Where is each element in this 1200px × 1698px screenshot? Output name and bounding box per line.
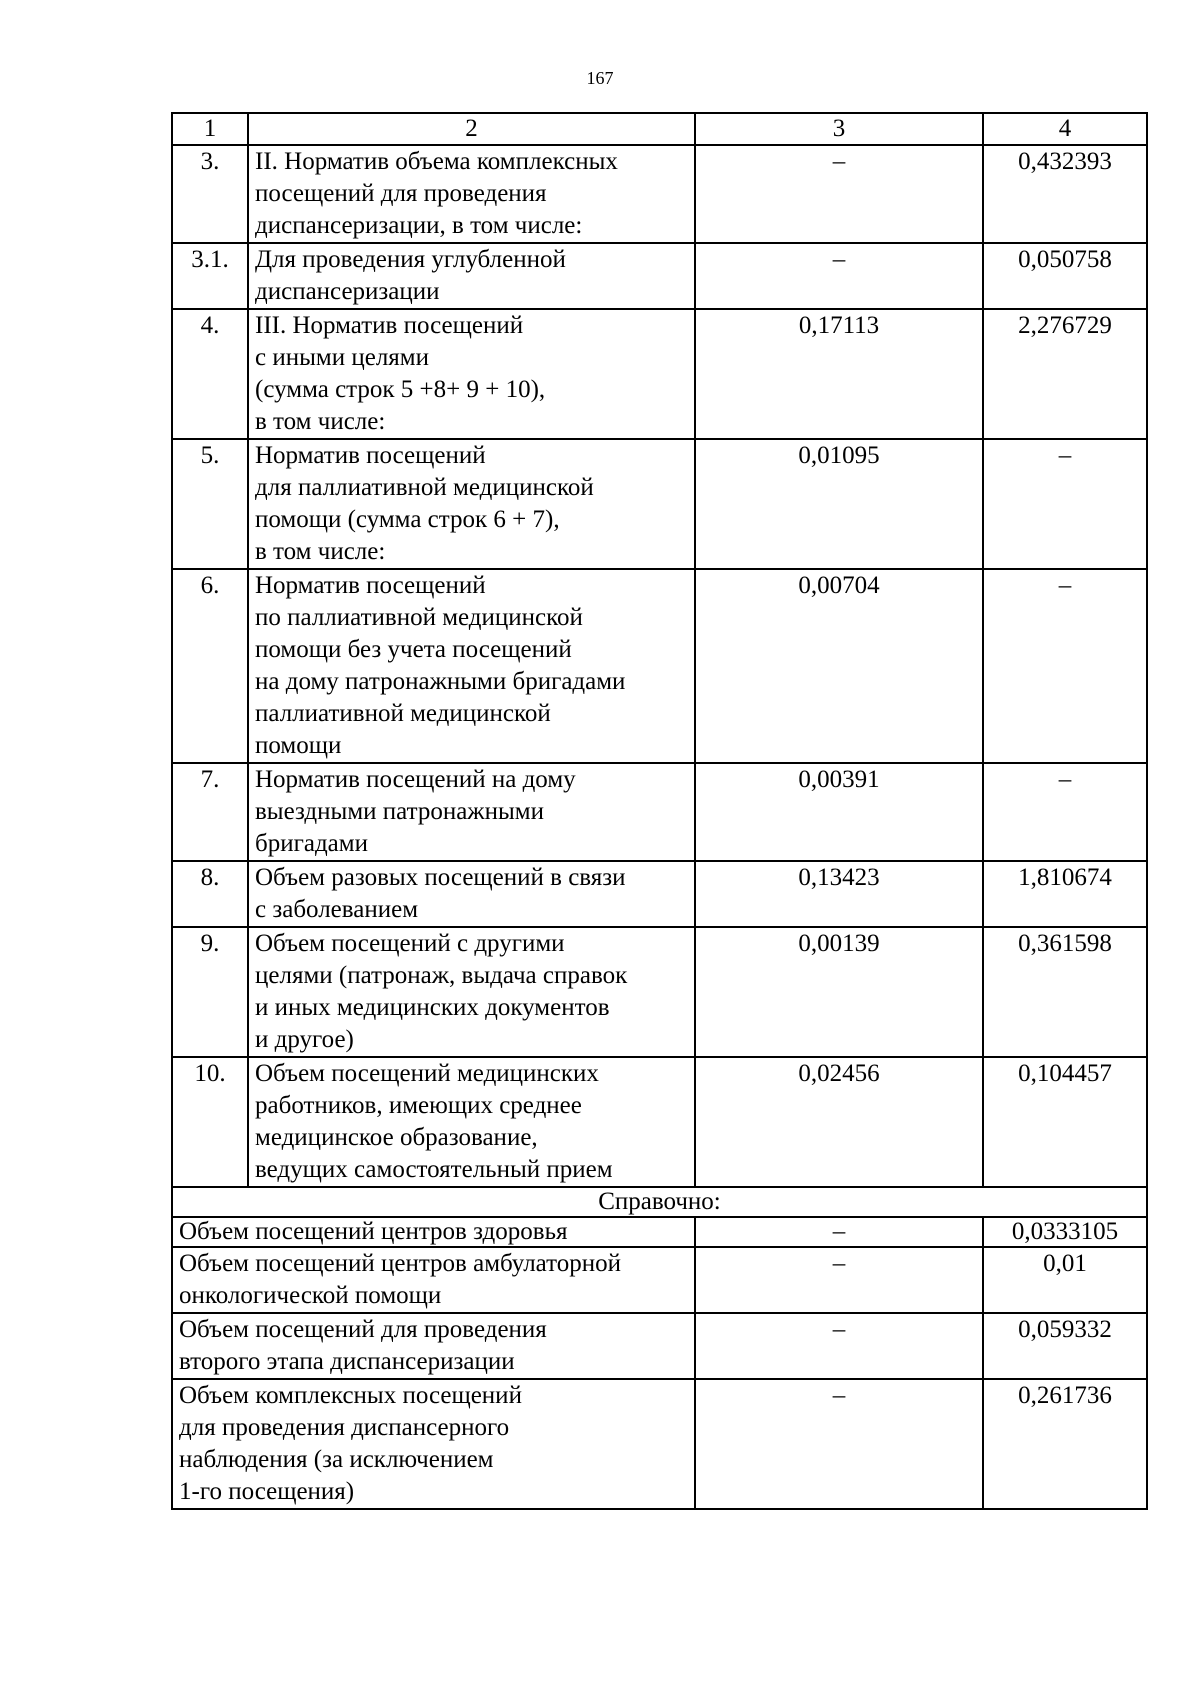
reference-value-col4-text: 0,261736 — [1018, 1382, 1112, 1409]
reference-description-text: Объем посещений центров амбулаторной онкологической помощи — [179, 1250, 621, 1309]
row-value-col3 — [695, 439, 983, 569]
row-number — [172, 763, 248, 861]
row-value-col3 — [695, 763, 983, 861]
row-number-text: 7. — [200, 766, 220, 793]
row-description — [248, 243, 695, 309]
table-row — [172, 569, 1147, 763]
row-value-col3 — [695, 1057, 983, 1187]
reference-description — [172, 1217, 695, 1247]
row-value-col3 — [695, 569, 983, 763]
reference-value-col3 — [695, 1247, 983, 1313]
row-value-col3 — [695, 243, 983, 309]
row-description-text: Объем разовых посещений в связи с заболеванием — [255, 864, 626, 923]
row-value-col3-text: 0,01095 — [798, 442, 880, 469]
row-value-col4-text: 0,104457 — [1018, 1060, 1112, 1087]
row-value-col3-text: 0,13423 — [798, 864, 880, 891]
row-value-col4 — [983, 243, 1147, 309]
reference-row — [172, 1217, 1147, 1247]
table-row — [172, 243, 1147, 309]
row-value-col4-text: 2,276729 — [1018, 312, 1112, 339]
table-row — [172, 861, 1147, 927]
row-number-text: 9. — [200, 930, 220, 957]
row-description — [248, 763, 695, 861]
row-number — [172, 439, 248, 569]
row-value-col4 — [983, 309, 1147, 439]
row-value-col3 — [695, 861, 983, 927]
row-description-text: III. Норматив посещений с иными целями (сумма строк 5 +8+ 9 + 10), в том числе: — [255, 312, 546, 435]
row-number — [172, 309, 248, 439]
row-value-col3-text: – — [832, 246, 846, 273]
row-description — [248, 861, 695, 927]
reference-value-col3-text: – — [832, 1316, 846, 1343]
row-value-col3-text: – — [832, 148, 846, 175]
row-value-col4-text: – — [1058, 572, 1072, 599]
reference-value-col4 — [983, 1313, 1147, 1379]
table-header-row — [172, 113, 1147, 145]
row-number-text: 10. — [194, 1060, 226, 1087]
table-row — [172, 1057, 1147, 1187]
row-value-col4-text: 0,050758 — [1018, 246, 1112, 273]
row-number-text: 3.1. — [191, 246, 229, 273]
row-value-col3 — [695, 309, 983, 439]
reference-title: Справочно: — [172, 1187, 1147, 1217]
row-description-text: II. Норматив объема комплексных посещений для проведения диспансеризации, в том числе: — [255, 148, 618, 239]
table-row — [172, 927, 1147, 1057]
table-row — [172, 763, 1147, 861]
reference-row — [172, 1379, 1147, 1509]
row-value-col4-text: 0,432393 — [1018, 148, 1112, 175]
reference-row — [172, 1313, 1147, 1379]
row-value-col4-text: 1,810674 — [1018, 864, 1112, 891]
row-value-col3 — [695, 927, 983, 1057]
row-description — [248, 569, 695, 763]
row-value-col4 — [983, 927, 1147, 1057]
header-cell: 1 — [172, 113, 248, 145]
reference-description-text: Объем посещений для проведения второго этапа диспансеризации — [179, 1316, 547, 1375]
row-description-text: Норматив посещений по паллиативной медицинской помощи без учета посещений на дому патронажными бригадами паллиативной медицинской помощи — [255, 572, 626, 759]
row-value-col3-text: 0,00391 — [798, 766, 880, 793]
row-description — [248, 439, 695, 569]
reference-value-col4-text: 0,059332 — [1018, 1316, 1112, 1343]
reference-value-col4-text: 0,0333105 — [1011, 1218, 1119, 1245]
row-value-col4 — [983, 145, 1147, 243]
reference-value-col3-text: – — [832, 1250, 846, 1277]
row-number-text: 8. — [200, 864, 220, 891]
row-value-col4-text: – — [1058, 766, 1072, 793]
page-number: 167 — [586, 68, 614, 88]
row-value-col3-text: 0,17113 — [798, 312, 880, 339]
table-row — [172, 309, 1147, 439]
reference-description-text: Объем посещений центров здоровья — [179, 1218, 568, 1245]
row-number — [172, 145, 248, 243]
reference-value-col4 — [983, 1217, 1147, 1247]
row-number-text: 4. — [200, 312, 220, 339]
reference-value-col3 — [695, 1217, 983, 1247]
row-description — [248, 1057, 695, 1187]
reference-description-text: Объем комплексных посещений для проведения диспансерного наблюдения (за исключением 1-го посещения) — [179, 1382, 522, 1505]
row-value-col4 — [983, 439, 1147, 569]
row-number-text: 6. — [200, 572, 220, 599]
row-number-text: 3. — [200, 148, 220, 175]
reference-value-col3-text: – — [832, 1382, 846, 1409]
row-number — [172, 1057, 248, 1187]
row-description-text: Объем посещений медицинских работников, имеющих среднее медицинское образование, ведущих самостоятельный прием — [255, 1060, 613, 1183]
reference-value-col4-text: 0,01 — [1043, 1250, 1087, 1277]
row-number — [172, 243, 248, 309]
reference-description — [172, 1313, 695, 1379]
row-number-text: 5. — [200, 442, 220, 469]
header-cell: 4 — [983, 113, 1147, 145]
row-value-col4 — [983, 861, 1147, 927]
row-value-col4-text: 0,361598 — [1018, 930, 1112, 957]
row-value-col4-text: – — [1058, 442, 1072, 469]
row-value-col3-text: 0,02456 — [798, 1060, 880, 1087]
reference-description — [172, 1247, 695, 1313]
reference-value-col4 — [983, 1379, 1147, 1509]
row-value-col4 — [983, 569, 1147, 763]
table-row — [172, 145, 1147, 243]
row-description — [248, 145, 695, 243]
norms-table-body — [172, 113, 1147, 1509]
row-description-text: Для проведения углубленной диспансеризации — [255, 246, 566, 305]
row-value-col3 — [695, 145, 983, 243]
reference-value-col3 — [695, 1313, 983, 1379]
row-description-text: Норматив посещений на дому выездными патронажными бригадами — [255, 766, 576, 857]
norms-table — [171, 112, 1148, 1510]
reference-value-col4 — [983, 1247, 1147, 1313]
row-number — [172, 861, 248, 927]
row-number — [172, 569, 248, 763]
row-value-col3-text: 0,00704 — [798, 572, 880, 599]
row-description — [248, 309, 695, 439]
row-value-col4 — [983, 763, 1147, 861]
row-value-col3-text: 0,00139 — [798, 930, 880, 957]
reference-value-col3-text: – — [832, 1218, 846, 1245]
row-description-text: Норматив посещений для паллиативной медицинской помощи (сумма строк 6 + 7), в том числе: — [255, 442, 594, 565]
header-cell: 2 — [248, 113, 695, 145]
row-value-col4 — [983, 1057, 1147, 1187]
row-number — [172, 927, 248, 1057]
reference-row — [172, 1247, 1147, 1313]
table-row — [172, 439, 1147, 569]
row-description — [248, 927, 695, 1057]
reference-description — [172, 1379, 695, 1509]
header-cell: 3 — [695, 113, 983, 145]
reference-value-col3 — [695, 1379, 983, 1509]
reference-title-row — [172, 1187, 1147, 1217]
row-description-text: Объем посещений с другими целями (патронаж, выдача справок и иных медицинских документов и другое) — [255, 930, 628, 1053]
